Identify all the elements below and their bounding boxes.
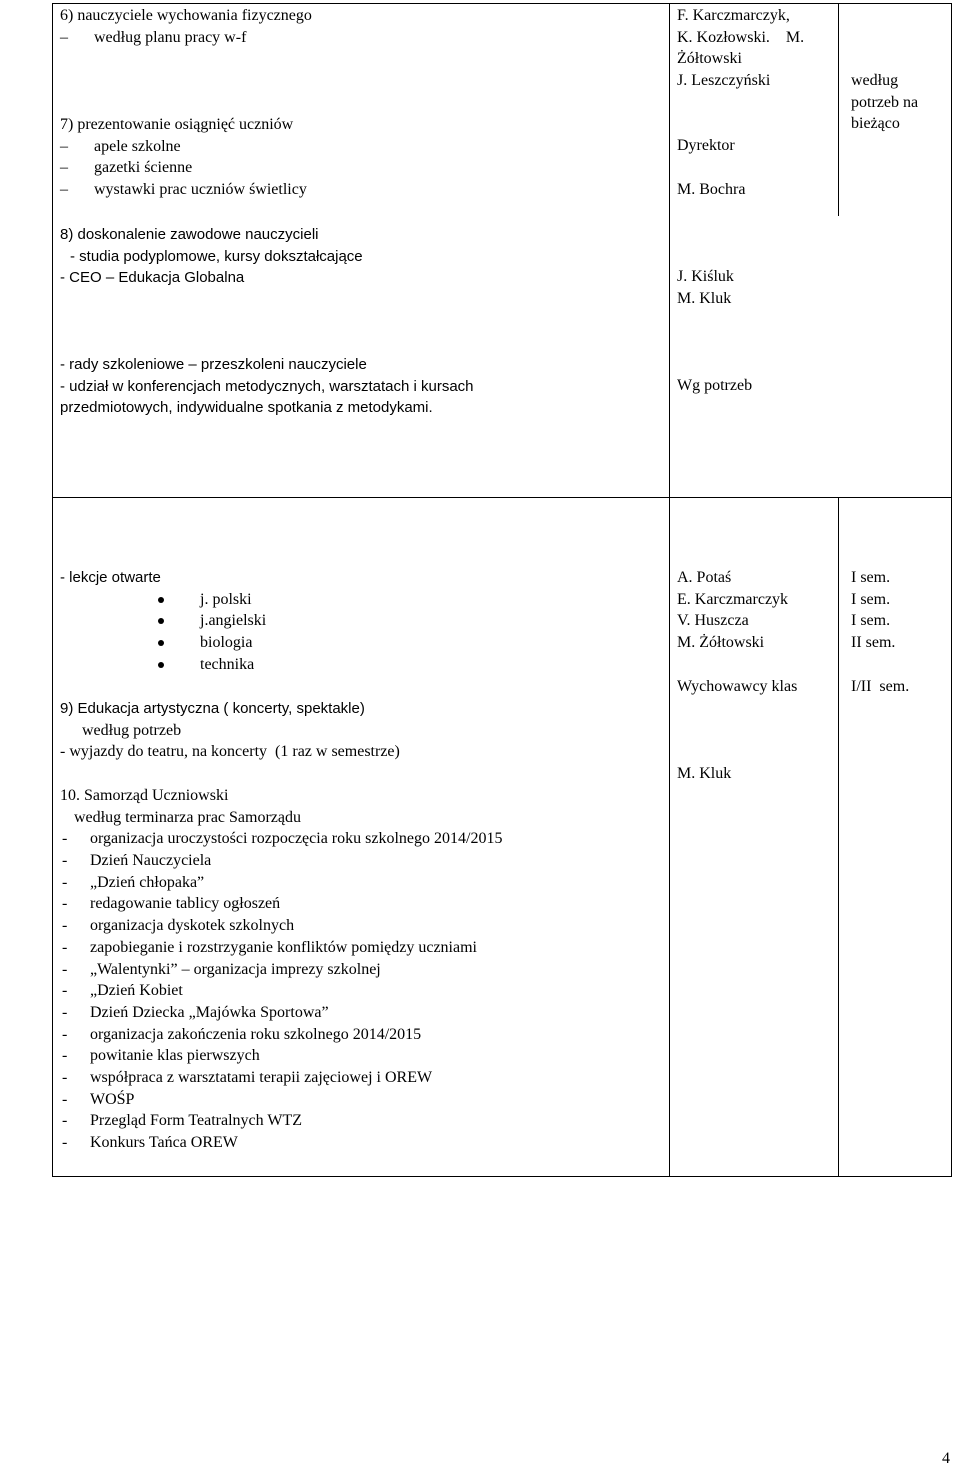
section-10 (60, 785, 502, 1154)
section-10-item: - Dzień Nauczyciela (60, 850, 502, 872)
column-divider-2-top (838, 3, 839, 216)
column-divider-1 (669, 3, 670, 1177)
council-coordinator (677, 763, 731, 785)
term-line: Wg potrzeb (677, 377, 753, 394)
section-9-title: 9) Edukacja artystyczna ( koncerty, spektakle) (60, 700, 365, 717)
semester-art (851, 676, 909, 698)
section-7 (60, 114, 307, 201)
open-lessons (60, 567, 266, 675)
section-8-line: - studia podyplomowe, kursy dokształcające (70, 247, 363, 265)
semester: I sem. (851, 612, 891, 630)
semester: I/II sem. (851, 678, 910, 695)
teacher: V. Huszcza (677, 612, 749, 630)
section-7-item: – gazetki ścienne (60, 157, 307, 179)
responsible-director (677, 135, 735, 157)
term-as-needed (851, 70, 918, 135)
term-line: według (851, 72, 899, 89)
subject-item: technika (60, 654, 266, 676)
person: M. Bochra (677, 181, 746, 198)
responsible-persons-8 (677, 266, 734, 309)
page-number: 4 (942, 1450, 950, 1467)
section-9 (60, 698, 400, 763)
teacher: M. Żółtowski (677, 634, 765, 652)
row-divider (52, 497, 952, 498)
semester: II sem. (851, 634, 896, 652)
section-10-item: - „Walentynki” – organizacja imprezy szkolnej (60, 959, 502, 981)
section-10-item: - organizacja uroczystości rozpoczęcia roku szkolnego 2014/2015 (60, 828, 502, 850)
section-7-title: 7) prezentowanie osiągnięć uczniów (60, 116, 294, 133)
section-9-item: - wyjazdy do teatru, na koncerty (1 raz w semestrze) (60, 743, 400, 761)
person: Dyrektor (677, 137, 735, 154)
training-line: przedmiotowych, indywidualne spotkania z metodykami. (60, 399, 433, 417)
section-6-title: 6) nauczyciele wychowania fizycznego (60, 7, 312, 24)
training-term (677, 375, 752, 397)
section-10-item: - redagowanie tablicy ogłoszeń (60, 893, 502, 915)
tutors-label: Wychowawcy klas (677, 678, 798, 695)
section-6-item: – według planu pracy w-f (60, 27, 312, 49)
section-10-item: - organizacja dyskotek szkolnych (60, 915, 502, 937)
semester: I sem. (851, 590, 891, 608)
training-line: - rady szkoleniowe – przeszkoleni nauczyciele (60, 356, 367, 373)
open-lessons-title: - lekcje otwarte (60, 569, 161, 586)
person: M. Kluk (677, 765, 732, 782)
term-line: potrzeb na (851, 93, 919, 111)
section-10-item: - Dzień Dziecka „Majówka Sportowa” (60, 1002, 502, 1024)
responsible-bochra (677, 179, 745, 201)
section-8 (60, 224, 363, 289)
semester: I sem. (851, 569, 891, 586)
section-10-item: - Konkurs Tańca OREW (60, 1132, 502, 1154)
subject-item: j.angielski (60, 610, 266, 632)
subject-item: biologia (60, 632, 266, 654)
term-line: bieżąco (851, 115, 900, 133)
section-10-item: - zapobieganie i rozstrzyganie konfliktów pomiędzy uczniami (60, 937, 502, 959)
column-divider-2-bottom (838, 498, 839, 1177)
section-10-item: - „Dzień Kobiet (60, 980, 502, 1002)
person: M. Kluk (677, 289, 732, 307)
section-8-title: 8) doskonalenie zawodowe nauczycieli (60, 226, 319, 243)
responsible-persons-1 (677, 5, 804, 92)
section-10-title: 10. Samorząd Uczniowski (60, 787, 229, 804)
lesson-teachers (677, 567, 788, 654)
section-10-item: - Przegląd Form Teatralnych WTZ (60, 1110, 502, 1132)
semesters (851, 567, 895, 654)
subject-item: j. polski (60, 589, 266, 611)
class-tutors (677, 676, 797, 698)
section-7-item: – apele szkolne (60, 136, 307, 158)
person: J. Leszczyński (677, 72, 771, 90)
section-10-item: - WOŚP (60, 1089, 502, 1111)
person: J. Kiśluk (677, 268, 734, 285)
person: Żółtowski (677, 50, 742, 68)
section-7-item: – wystawki prac uczniów świetlicy (60, 179, 307, 201)
training-line: - udział w konferencjach metodycznych, warsztatach i kursach (60, 377, 474, 395)
section-10-item: - organizacja zakończenia roku szkolnego 2014/2015 (60, 1024, 502, 1046)
section-10-sub: według terminarza prac Samorządu (74, 808, 302, 826)
teacher: E. Karczmarczyk (677, 590, 789, 608)
section-8-line: - CEO – Edukacja Globalna (60, 269, 245, 287)
section-10-item: - „Dzień chłopaka” (60, 872, 502, 894)
section-9-sub: według potrzeb (82, 721, 182, 739)
section-10-item: - powitanie klas pierwszych (60, 1045, 502, 1067)
section-10-item: - współpraca z warsztatami terapii zajęciowej i OREW (60, 1067, 502, 1089)
section-6 (60, 5, 312, 48)
teacher: A. Potaś (677, 569, 732, 586)
training-block (60, 354, 474, 419)
person: F. Karczmarczyk, (677, 7, 790, 24)
person: K. Kozłowski. M. (677, 28, 805, 46)
